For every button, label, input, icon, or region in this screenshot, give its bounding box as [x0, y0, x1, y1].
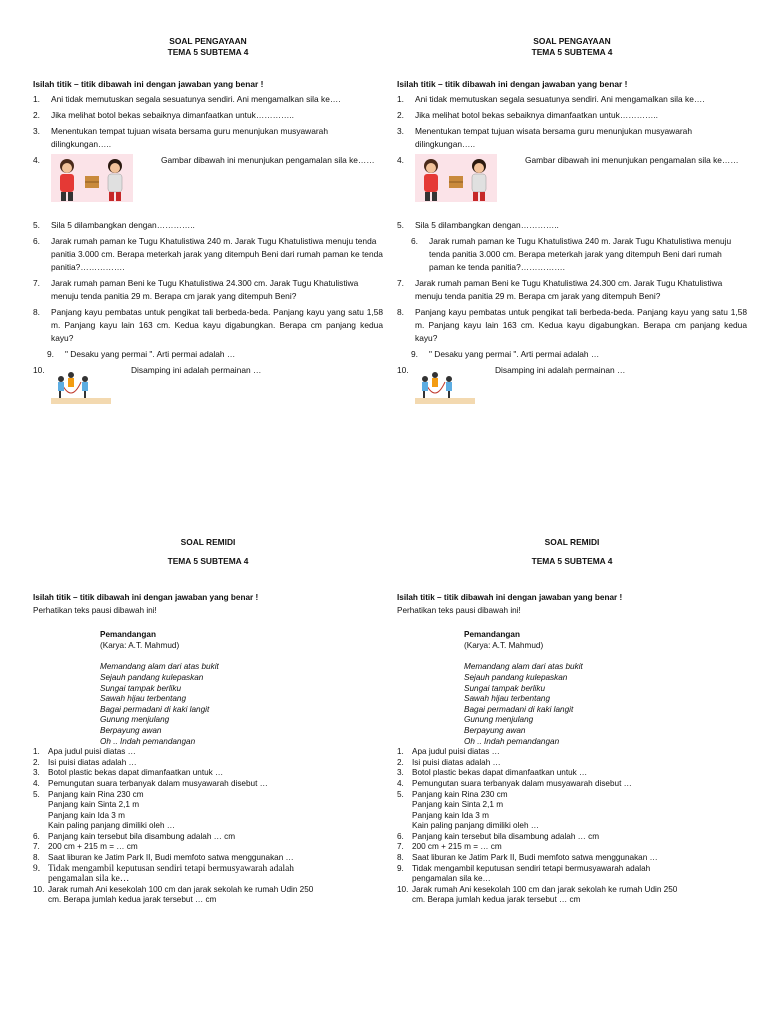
remedi-intro: Perhatikan teks pausi dibawah ini!: [33, 605, 157, 615]
question-3: 3. Botol plastic bekas dapat dimanfaatkan untuk …: [397, 768, 588, 778]
poem-line: Oh .. Indah pemandangan: [100, 736, 196, 746]
question-1: 1. Ani tidak memutuskan segala sesuatunya sendiri. Ani mengamalkan sila ke….: [397, 94, 705, 104]
question-2: 2. Jika melihat botol bekas sebaiknya dimanfaatkan untuk…………..: [33, 110, 294, 120]
poem: [100, 630, 383, 747]
question-9: 9. Tidak mengambil keputusan sendiri tetapi bermusyawarah adalah pengamalan sila ke…: [33, 863, 294, 885]
poem-line: Sungai tampak berliku: [464, 683, 546, 693]
poem-line: Bagai permadani di kaki langit: [464, 704, 574, 714]
question-7: 7. Jarak rumah paman Beni ke Tugu Khatulistiwa 24.300 cm. Jarak Tugu Khatulistiwa menuju tenda panitia 29 m. Berapa cm jarak yang ditempuh Beni?: [397, 278, 723, 301]
question-8: 8. Saat liburan ke Jatim Park II, Budi memfoto satwa menggunakan …: [33, 853, 294, 863]
question-10: 10. Disamping ini adalah permainan …: [33, 364, 383, 404]
poem-line: Memandang alam dari atas bukit: [100, 662, 219, 672]
question-1: 1. Apa judul puisi diatas …: [397, 747, 500, 757]
question-2: 2. Jika melihat botol bekas sebaiknya dimanfaatkan untuk…………..: [397, 110, 658, 120]
question-4: 4. Pemungutan suara terbanyak dalam musyawarah disebut …: [33, 778, 268, 788]
poem-title: Pemandangan: [464, 630, 520, 640]
poem-line: Bagai permadani di kaki langit: [100, 704, 210, 714]
question-6: 6. Panjang kain tersebut bila disambung adalah … cm: [33, 831, 236, 841]
poem-line: Sawah hijau terbentang: [464, 694, 551, 704]
remedi-question-list: [397, 747, 747, 906]
remedi-subtitle: TEMA 5 SUBTEMA 4: [167, 556, 249, 566]
remedi-instruction: Isilah titik – titik dibawah ini dengan jawaban yang benar !: [397, 593, 623, 602]
question-9: 9. " Desaku yang permai ". Arti permai adalah …: [47, 349, 236, 359]
pengayaan-title: SOAL PENGAYAAN: [533, 36, 611, 46]
kids-sharing-illustration: [415, 154, 497, 202]
question-list: [397, 93, 747, 404]
question-7: 7. 200 cm + 215 m = … cm: [397, 842, 502, 852]
question-5: 5. Sila 5 dilambangkan dengan…………..: [397, 220, 559, 230]
pengayaan-subtitle: TEMA 5 SUBTEMA 4: [167, 47, 249, 57]
question-2: 2. Isi puisi diatas adalah …: [397, 757, 501, 767]
remedi-intro: Perhatikan teks pausi dibawah ini!: [397, 605, 521, 615]
poem-line: Gunung menjulang: [464, 715, 534, 725]
question-9: 9. Tidak mengambil keputusan sendiri tetapi bermusyawarah adalah pengamalan sila ke…: [397, 863, 651, 884]
question-4: 4. Pemungutan suara terbanyak dalam musyawarah disebut …: [397, 778, 632, 788]
poem-line: Sejauh pandang kulepaskan: [464, 672, 568, 682]
poem-line: Sejauh pandang kulepaskan: [100, 672, 204, 682]
remedi-right: [397, 533, 747, 906]
question-6: 6. Panjang kain tersebut bila disambung adalah … cm: [397, 831, 600, 841]
question-4: 4. Gambar dibawah ini menunjukan pengamalan sila ke……: [397, 154, 747, 216]
question-1: 1. Ani tidak memutuskan segala sesuatunya sendiri. Ani mengamalkan sila ke….: [33, 94, 341, 104]
poem-lines: [464, 662, 747, 747]
poem-line: Berpayung awan: [464, 725, 526, 735]
question-3: 3. Botol plastic bekas dapat dimanfaatkan untuk …: [33, 768, 224, 778]
remedi-left: [33, 533, 383, 906]
remedi-instruction: Isilah titik – titik dibawah ini dengan jawaban yang benar !: [33, 593, 259, 602]
pengayaan-instruction: Isilah titik – titik dibawah ini dengan jawaban yang benar !: [33, 79, 264, 89]
pengayaan-subtitle: TEMA 5 SUBTEMA 4: [531, 47, 613, 57]
kids-sharing-illustration: [51, 154, 133, 202]
question-10: 10. Jarak rumah Ani kesekolah 100 cm dan jarak sekolah ke rumah Udin 250 cm. Berapa jumlah kedua jarak tersebut … cm: [397, 884, 678, 905]
question-4: 4. Gambar dibawah ini menunjukan pengamalan sila ke……: [33, 154, 383, 216]
question-5: 5. Panjang kain Rina 230 cm Panjang kain Sinta 2,1 m Panjang kain Ida 3 m Kain paling panjang dimiliki oleh …: [397, 789, 539, 831]
question-3: 3. Menentukan tempat tujuan wisata bersama guru menunjukan musyawarah dilingkungan…..: [33, 126, 328, 149]
remedi-subtitle: TEMA 5 SUBTEMA 4: [531, 556, 613, 566]
question-9: 9. " Desaku yang permai ". Arti permai adalah …: [411, 349, 600, 359]
question-8: 8. Panjang kayu pembatas untuk pengikat tali berbeda-beda. Panjang kayu yang satu 1,58 m. Panjang kayu lain 163 cm. Kedua kayu digabungkan. Berapa cm panjang kedua kayu?: [397, 307, 747, 343]
pengayaan-instruction: Isilah titik – titik dibawah ini dengan jawaban yang benar !: [397, 79, 628, 89]
question-5: 5. Sila 5 dilambangkan dengan…………..: [33, 220, 195, 230]
poem-lines: [100, 662, 383, 747]
remedi-title: SOAL REMIDI: [544, 537, 600, 547]
jump-rope-illustration: [415, 370, 475, 404]
question-8: 8. Panjang kayu pembatas untuk pengikat tali berbeda-beda. Panjang kayu yang satu 1,58 m. Panjang kayu lain 163 cm. Kedua kayu digabungkan. Berapa cm panjang kedua kayu?: [33, 307, 383, 343]
question-10: 10. Disamping ini adalah permainan …: [397, 364, 747, 404]
question-7: 7. Jarak rumah paman Beni ke Tugu Khatulistiwa 24.300 cm. Jarak Tugu Khatulistiwa menuju tenda panitia 29 m. Berapa cm jarak yang ditempuh Beni?: [33, 278, 359, 301]
poem-title: Pemandangan: [100, 630, 156, 640]
poem: [464, 630, 747, 747]
poem-line: Berpayung awan: [100, 725, 162, 735]
pengayaan-title: SOAL PENGAYAAN: [169, 36, 247, 46]
question-10: 10. Jarak rumah Ani kesekolah 100 cm dan jarak sekolah ke rumah Udin 250 cm. Berapa jumlah kedua jarak tersebut … cm: [33, 884, 314, 905]
question-1: 1. Apa judul puisi diatas …: [33, 747, 136, 757]
remedi-title: SOAL REMIDI: [180, 537, 236, 547]
poem-line: Sawah hijau terbentang: [100, 694, 187, 704]
question-6: 6. Jarak rumah paman ke Tugu Khatulistiwa 240 m. Jarak Tugu Khatulistiwa menuju tenda panitia 3.000 cm. Berapa meterkah jarak yang ditempuh Beni dari rumah paman ke tenda panitia?…………….: [33, 236, 383, 272]
poem-line: Oh .. Indah pemandangan: [464, 736, 560, 746]
poem-line: Gunung menjulang: [100, 715, 170, 725]
pengayaan-right: [397, 36, 747, 407]
question-6: 6. Jarak rumah paman ke Tugu Khatulistiwa 240 m. Jarak Tugu Khatulistiwa menuju tenda panitia 3.000 cm. Berapa meterkah jarak yang ditempuh Beni dari rumah paman ke tenda panitia?…………….: [411, 236, 732, 272]
poem-author: (Karya: A.T. Mahmud): [464, 640, 544, 650]
question-3: 3. Menentukan tempat tujuan wisata bersama guru menunjukan musyawarah dilingkungan…..: [397, 126, 692, 149]
question-7: 7. 200 cm + 215 m = … cm: [33, 842, 138, 852]
question-5: 5. Panjang kain Rina 230 cm Panjang kain Sinta 2,1 m Panjang kain Ida 3 m Kain paling panjang dimiliki oleh …: [33, 789, 175, 831]
poem-author: (Karya: A.T. Mahmud): [100, 640, 180, 650]
question-list: [33, 93, 383, 404]
question-8: 8. Saat liburan ke Jatim Park II, Budi memfoto satwa menggunakan …: [397, 853, 658, 863]
remedi-question-list: [33, 747, 383, 906]
poem-line: Sungai tampak berliku: [100, 683, 182, 693]
poem-line: Memandang alam dari atas bukit: [464, 662, 583, 672]
pengayaan-left: [33, 36, 383, 407]
jump-rope-illustration: [51, 370, 111, 404]
question-2: 2. Isi puisi diatas adalah …: [33, 757, 137, 767]
